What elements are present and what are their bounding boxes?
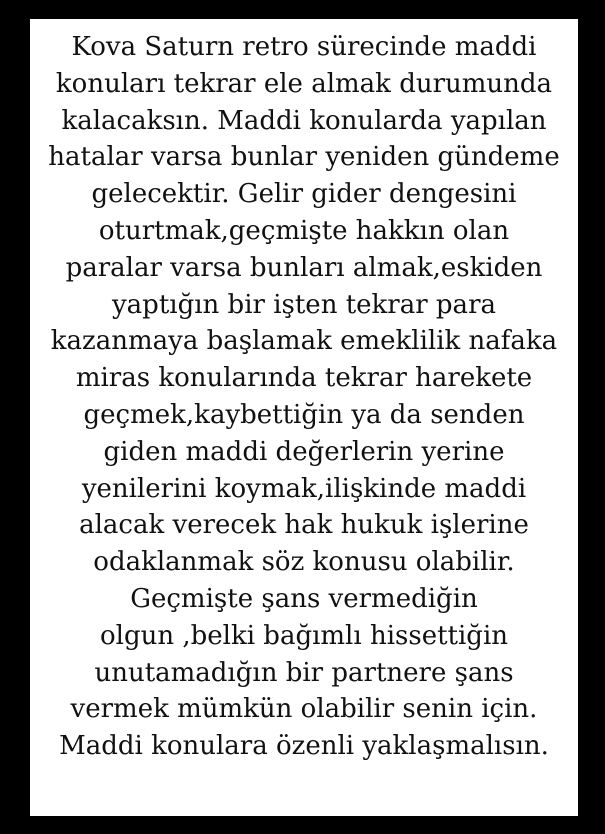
paragraph-line-6: oturtmak,geçmişte hakkın olan <box>98 215 510 246</box>
horoscope-paragraph <box>30 29 578 765</box>
paragraph-line-10: miras konularında tekrar harekete <box>75 363 533 394</box>
paragraph-line-16: Geçmişte şans vermediğin <box>130 583 478 614</box>
paragraph-line-17: olgun ,belki bağımlı hissettiğin <box>99 620 508 651</box>
paragraph-line-12: giden maddi değerlerin yerine <box>103 436 505 467</box>
paragraph-line-5: gelecektir. Gelir gider dengesini <box>91 179 517 210</box>
paragraph-line-18: unutamadığın bir partnere şans <box>94 657 514 688</box>
paragraph-line-20: Maddi konulara özenli yaklaşmalısın. <box>59 731 549 762</box>
paragraph-line-9: kazanmaya başlamak emeklilik nafaka <box>50 326 558 357</box>
paragraph-line-4: hatalar varsa bunlar yeniden gündeme <box>48 142 560 173</box>
paragraph-line-7: paralar varsa bunları almak,eskiden <box>65 252 543 283</box>
paragraph-line-13: yenilerini koymak,ilişkinde maddi <box>81 473 527 504</box>
paragraph-line-15: odaklanmak söz konusu olabilir. <box>93 547 515 578</box>
paragraph-line-1: Kova Saturn retro sürecinde maddi <box>71 32 537 62</box>
text-card <box>30 19 578 816</box>
paragraph-line-8: yaptığın bir işten tekrar para <box>111 289 496 320</box>
paragraph-line-14: alacak verecek hak hukuk işlerine <box>79 510 529 541</box>
paragraph-line-2: konuları tekrar ele almak durumunda <box>55 68 553 99</box>
paragraph-line-3: kalacaksın. Maddi konularda yapılan <box>61 105 547 136</box>
paragraph-line-19: vermek mümkün olabilir senin için. <box>70 694 538 725</box>
paragraph-line-11: geçmek,kaybettiğin ya da senden <box>83 399 525 430</box>
